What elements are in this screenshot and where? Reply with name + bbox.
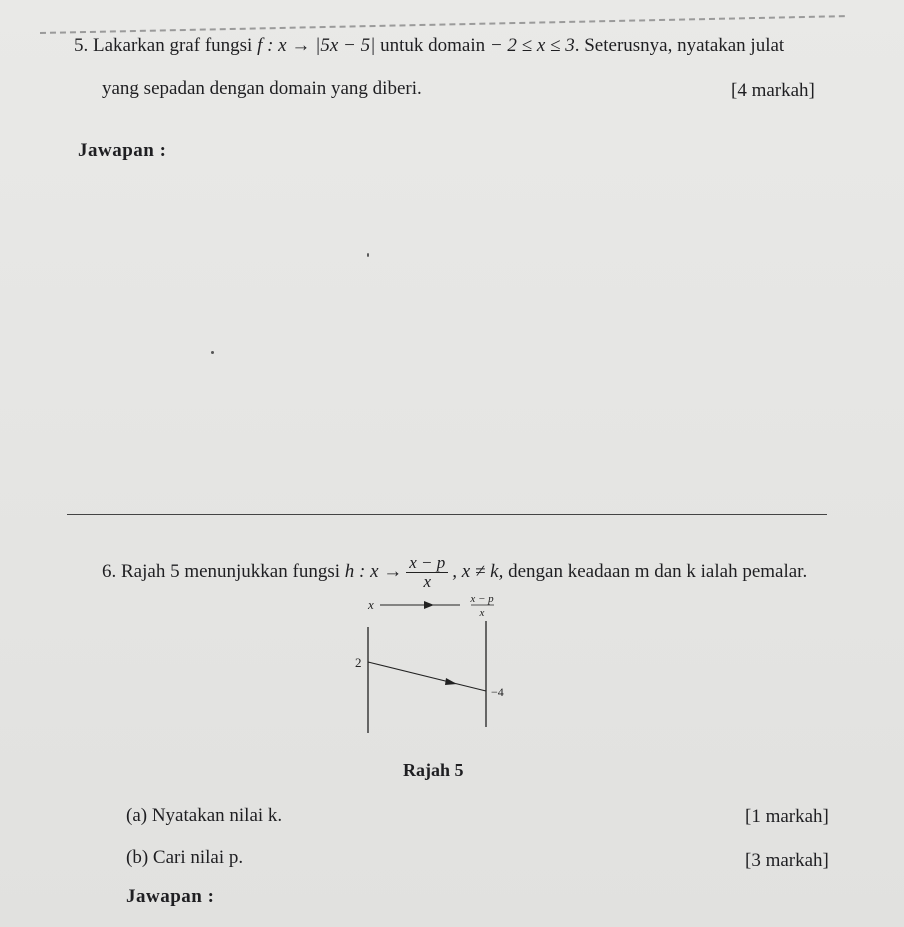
q6-answer-label: Jawapan :: [126, 886, 215, 907]
paper-speck: [367, 253, 369, 257]
mapping-diagram: [340, 585, 540, 745]
mapping-arrow-line: [368, 662, 486, 691]
q6-condition: , x ≠ k,: [452, 560, 504, 582]
q5-marks: [4 markah]: [731, 80, 815, 101]
paper-speck: [211, 351, 214, 354]
diagram-caption: Rajah 5: [403, 760, 464, 780]
q5-answer-label: Jawapan :: [78, 140, 167, 161]
diagram-top-arrowhead: [424, 601, 434, 609]
q5-text-mid: untuk domain: [375, 35, 490, 56]
question-5-line-2: yang sepadan dengan domain yang diberi.: [102, 78, 422, 99]
q5-domain: − 2 ≤ x ≤ 3: [489, 35, 575, 56]
q6-part-a-marks: [1 markah]: [745, 806, 829, 827]
output-value: −4: [491, 685, 504, 699]
diagram-right-denominator: x: [479, 607, 485, 619]
top-divider: [40, 15, 845, 34]
mapping-arrowhead: [445, 678, 457, 685]
q5-text-prefix: 5. Lakarkan graf fungsi: [74, 35, 258, 56]
q6-part-b: (b) Cari nilai p.: [126, 847, 244, 868]
q6-text-prefix: 6. Rajah 5 menunjukkan fungsi: [102, 560, 345, 582]
question-5-line-1: [74, 34, 784, 58]
q5-text-suffix: . Seterusnya, nyatakan julat: [574, 35, 785, 56]
q6-text-suffix: dengan keadaan m dan k ialah pemalar.: [503, 560, 808, 582]
q6-fraction-denominator: x: [423, 572, 432, 591]
q6-function-name: h : x →: [344, 560, 403, 582]
q6-part-b-marks: [3 markah]: [745, 850, 829, 871]
section-divider: [67, 514, 827, 515]
q6-fraction-numerator: x − p: [406, 554, 448, 573]
q5-function: f : x → |5x − 5|: [257, 35, 376, 56]
diagram-left-label: x: [368, 597, 374, 612]
q6-part-a: (a) Nyatakan nilai k.: [126, 805, 283, 826]
diagram-right-numerator: x − p: [470, 593, 494, 605]
input-value: 2: [355, 655, 362, 670]
